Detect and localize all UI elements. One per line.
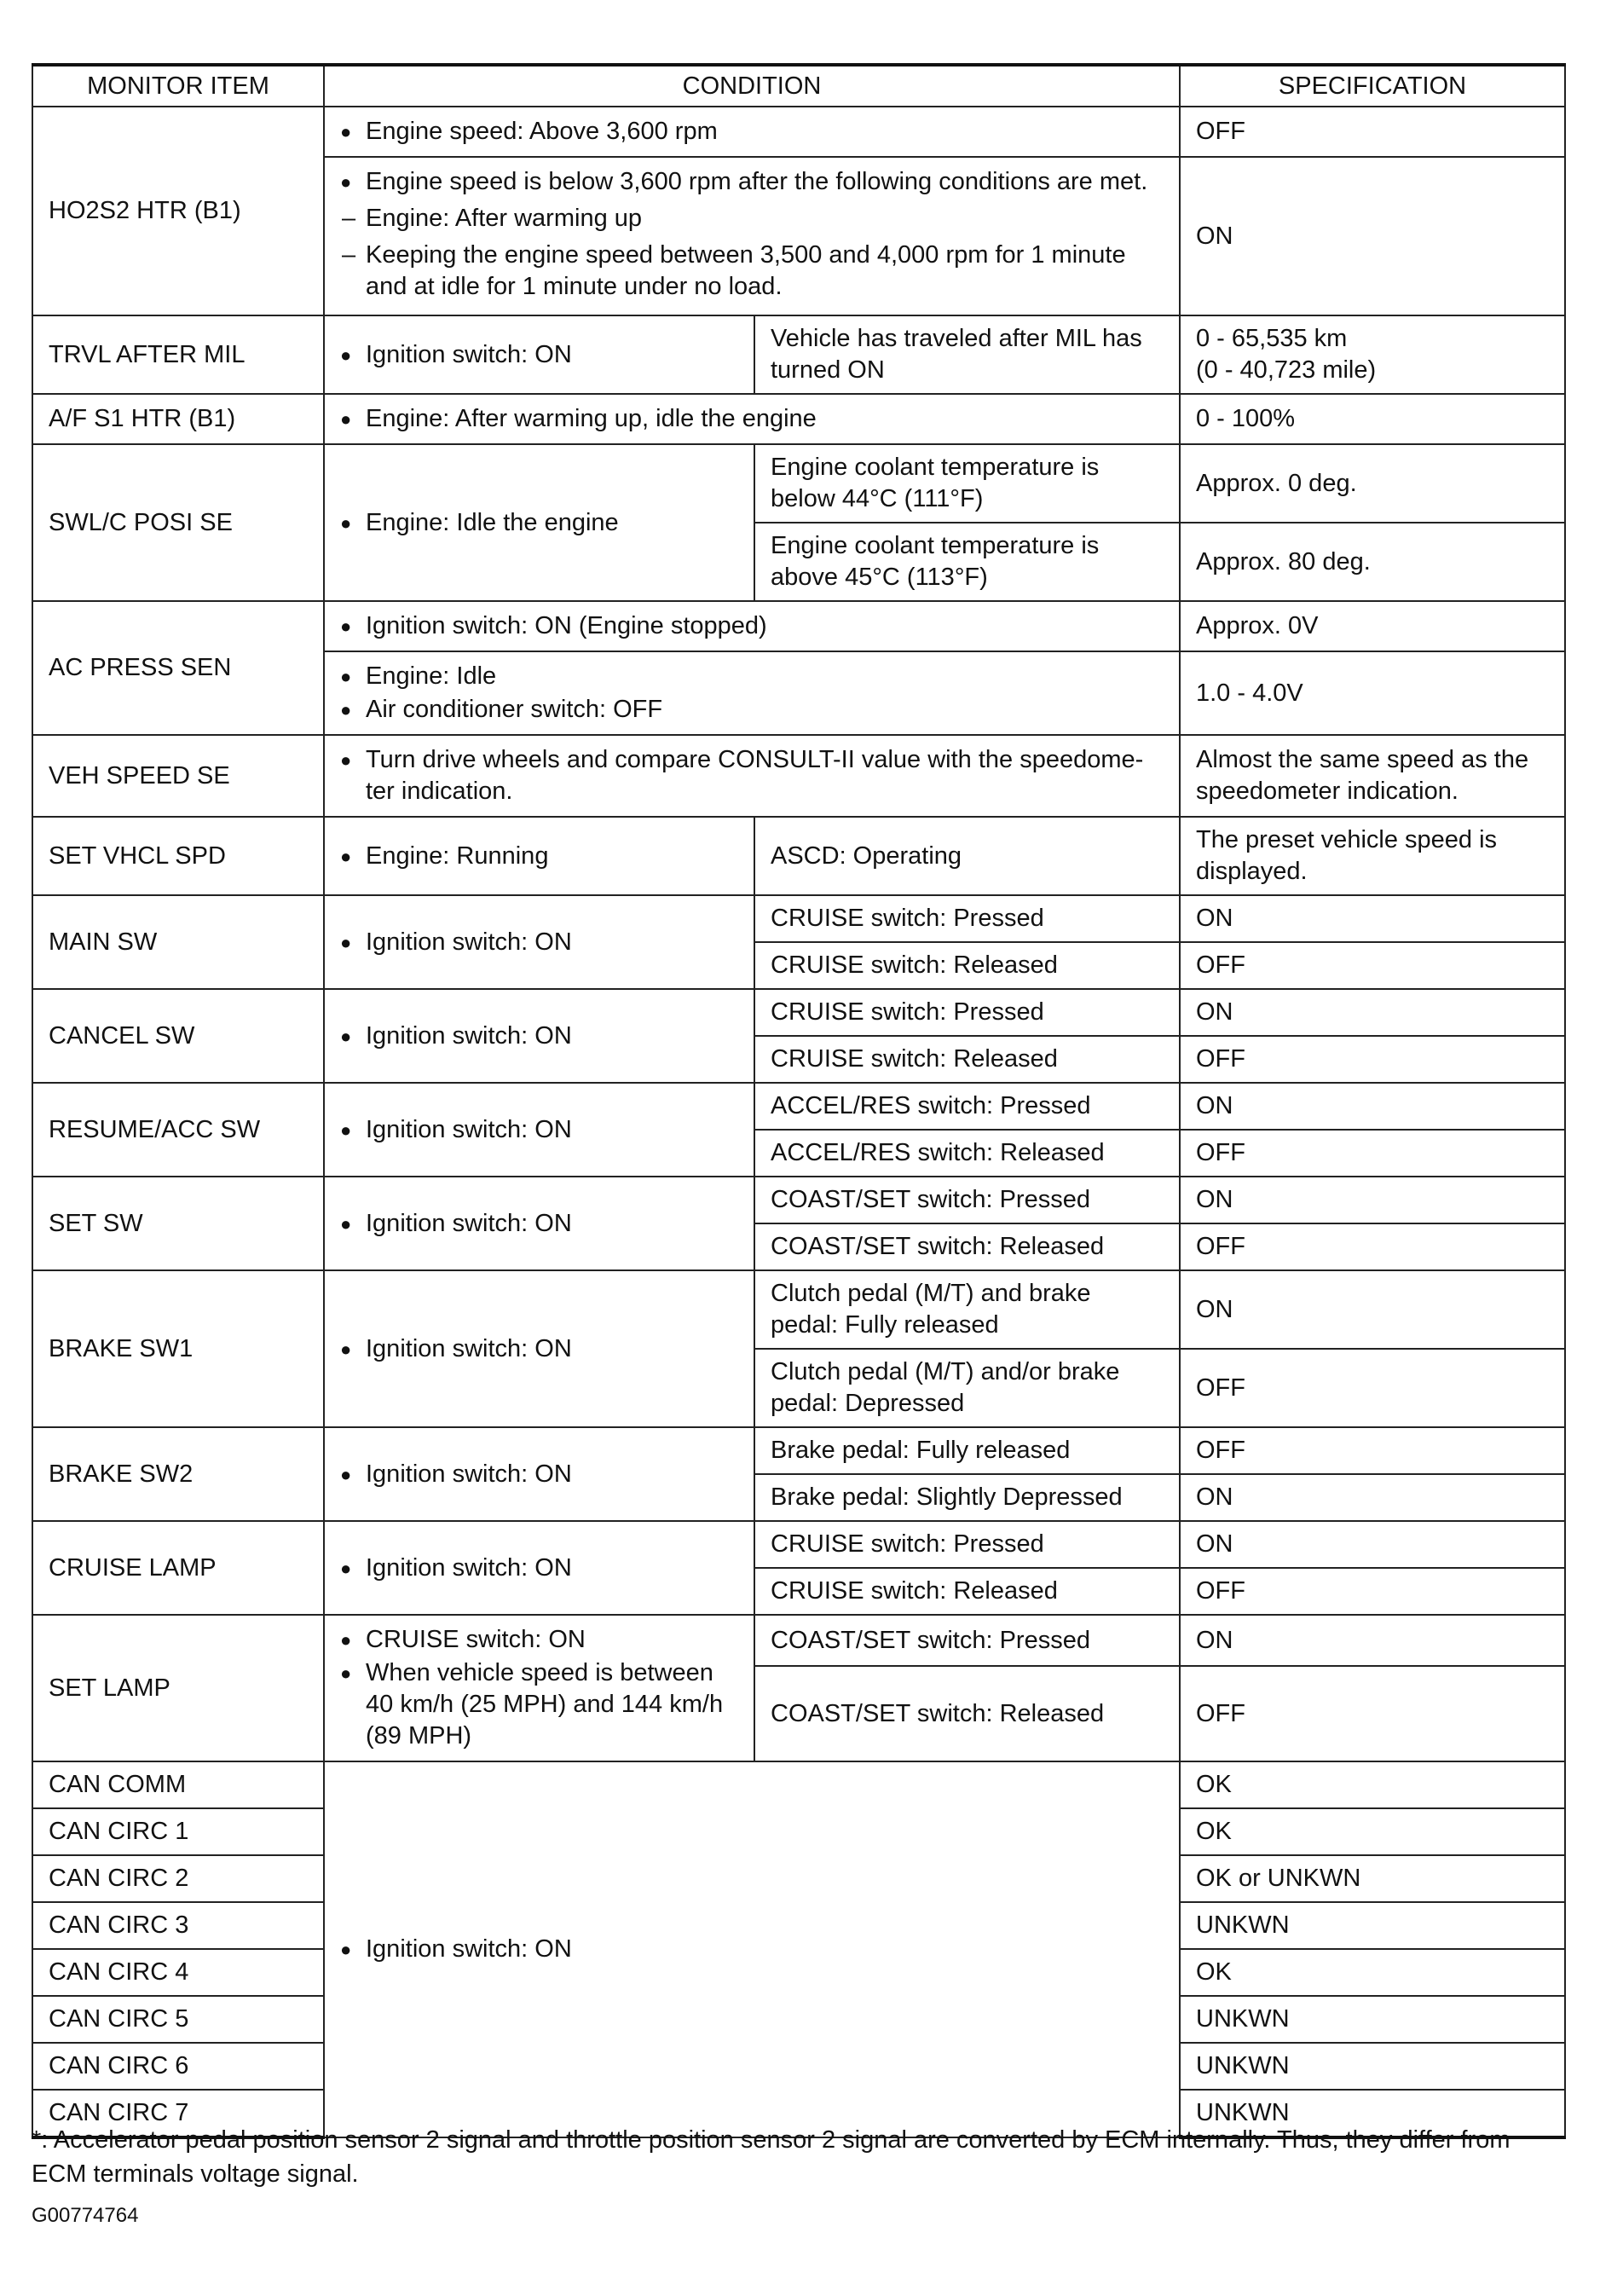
sub-condition: CRUISE switch: Pressed bbox=[754, 1521, 1180, 1568]
condition-bullet: ● Ignition switch: ON bbox=[340, 1114, 738, 1146]
sub-condition: ACCEL/RES switch: Released bbox=[754, 1130, 1180, 1177]
condition-bullet: ● Engine speed: Above 3,600 rpm bbox=[340, 116, 1164, 147]
sub-condition: CRUISE switch: Released bbox=[754, 1568, 1180, 1615]
spec-value: ON bbox=[1180, 1615, 1565, 1666]
monitor-item: A/F S1 HTR (B1) bbox=[32, 394, 324, 444]
monitor-item: SET VHCL SPD bbox=[32, 817, 324, 895]
table-row bbox=[32, 1761, 1565, 1808]
condition-bullet: ● Engine: Idle bbox=[340, 661, 1164, 692]
condition-bullet: ● CRUISE switch: ON bbox=[340, 1624, 738, 1656]
spec-value: OFF bbox=[1180, 1036, 1565, 1083]
monitor-item: CRUISE LAMP bbox=[32, 1521, 324, 1615]
sub-condition: CRUISE switch: Released bbox=[754, 1036, 1180, 1083]
table-row bbox=[32, 394, 1565, 444]
sub-condition: Vehicle has traveled after MIL has turned ON bbox=[754, 315, 1180, 394]
monitor-item: HO2S2 HTR (B1) bbox=[32, 107, 324, 315]
monitor-spec-table-container bbox=[32, 63, 1564, 2139]
monitor-item: CAN CIRC 2 bbox=[32, 1855, 324, 1902]
sub-condition: Clutch pedal (M/T) and brake pedal: Fully released bbox=[754, 1270, 1180, 1349]
spec-value: OFF bbox=[1180, 1223, 1565, 1270]
sub-condition: Brake pedal: Fully released bbox=[754, 1427, 1180, 1474]
spec-value: OFF bbox=[1180, 942, 1565, 989]
monitor-item: CAN COMM bbox=[32, 1761, 324, 1808]
figure-id: G00774764 bbox=[32, 2204, 139, 2227]
spec-value: OFF bbox=[1180, 1666, 1565, 1761]
monitor-item: VEH SPEED SE bbox=[32, 735, 324, 817]
table-row bbox=[32, 1521, 1565, 1568]
monitor-item: SWL/C POSI SE bbox=[32, 444, 324, 601]
condition-bullet: ● Ignition switch: ON bbox=[340, 1333, 738, 1365]
spec-value: OK bbox=[1180, 1949, 1565, 1996]
monitor-item: TRVL AFTER MIL bbox=[32, 315, 324, 394]
sub-condition: ACCEL/RES switch: Pressed bbox=[754, 1083, 1180, 1130]
sub-condition: COAST/SET switch: Released bbox=[754, 1666, 1180, 1761]
table-row bbox=[32, 444, 1565, 523]
monitor-item: SET LAMP bbox=[32, 1615, 324, 1761]
spec-value: Approx. 0V bbox=[1180, 601, 1565, 651]
spec-value: OK bbox=[1180, 1808, 1565, 1855]
sub-condition: Engine coolant temperature is above 45°C (113°F) bbox=[754, 523, 1180, 601]
sub-condition: Clutch pedal (M/T) and/or brake pedal: Depressed bbox=[754, 1349, 1180, 1427]
spec-value: OFF bbox=[1180, 1427, 1565, 1474]
condition-bullet: ● Engine: Idle the engine bbox=[340, 507, 738, 539]
condition-dash: – Engine: After warming up bbox=[340, 203, 1164, 234]
spec-value: ON bbox=[1180, 1177, 1565, 1223]
monitor-item: CANCEL SW bbox=[32, 989, 324, 1083]
table-header-row bbox=[32, 65, 1565, 107]
table-row bbox=[32, 817, 1565, 895]
spec-value: OFF bbox=[1180, 1349, 1565, 1427]
table-row bbox=[32, 107, 1565, 157]
sub-condition: Brake pedal: Slightly Depressed bbox=[754, 1474, 1180, 1521]
spec-value: ON bbox=[1180, 1521, 1565, 1568]
condition-dash: – Keeping the engine speed between 3,500 and 4,000 rpm for 1 minute and at idle for 1 minute under no load. bbox=[340, 240, 1164, 303]
spec-value: OK or UNKWN bbox=[1180, 1855, 1565, 1902]
sub-condition: Engine coolant temperature is below 44°C (111°F) bbox=[754, 444, 1180, 523]
spec-line: (0 - 40,723 mile) bbox=[1196, 356, 1377, 384]
spec-value: OFF bbox=[1180, 1130, 1565, 1177]
table-row bbox=[32, 1083, 1565, 1130]
monitor-item: CAN CIRC 3 bbox=[32, 1902, 324, 1949]
spec-value: 0 - 100% bbox=[1180, 394, 1565, 444]
sub-condition: ASCD: Operating bbox=[754, 817, 1180, 895]
monitor-item: BRAKE SW1 bbox=[32, 1270, 324, 1427]
condition-bullet: ● Ignition switch: ON bbox=[340, 1208, 738, 1240]
spec-value: OK bbox=[1180, 1761, 1565, 1808]
monitor-item: BRAKE SW2 bbox=[32, 1427, 324, 1521]
monitor-item: AC PRESS SEN bbox=[32, 601, 324, 735]
condition-bullet: ● When vehicle speed is between 40 km/h (25 MPH) and 144 km/h (89 MPH) bbox=[340, 1657, 738, 1752]
header-condition: CONDITION bbox=[324, 65, 1180, 107]
spec-value: UNKWN bbox=[1180, 2090, 1565, 2137]
spec-value: ON bbox=[1180, 1270, 1565, 1349]
spec-value: ON bbox=[1180, 1474, 1565, 1521]
spec-line: 0 - 65,535 km bbox=[1196, 325, 1348, 352]
spec-value: ON bbox=[1180, 1083, 1565, 1130]
sub-condition: CRUISE switch: Released bbox=[754, 942, 1180, 989]
spec-value: ON bbox=[1180, 895, 1565, 942]
monitor-item: CAN CIRC 6 bbox=[32, 2043, 324, 2090]
table-row bbox=[32, 315, 1565, 394]
spec-value: OFF bbox=[1180, 107, 1565, 157]
spec-value: 1.0 - 4.0V bbox=[1180, 651, 1565, 735]
table-row bbox=[32, 989, 1565, 1036]
monitor-item: SET SW bbox=[32, 1177, 324, 1270]
sub-condition: COAST/SET switch: Pressed bbox=[754, 1177, 1180, 1223]
spec-value: The preset vehicle speed is displayed. bbox=[1180, 817, 1565, 895]
spec-value: UNKWN bbox=[1180, 1996, 1565, 2043]
table-row bbox=[32, 601, 1565, 651]
spec-value bbox=[1180, 315, 1565, 394]
condition-bullet: ● Air conditioner switch: OFF bbox=[340, 694, 1164, 726]
footnote: *: Accelerator pedal position sensor 2 signal and throttle position sensor 2 signal are converted by ECM internally. Thus, they differ from ECM terminals voltage signal. bbox=[32, 2126, 1510, 2188]
spec-value: Approx. 0 deg. bbox=[1180, 444, 1565, 523]
monitor-item: CAN CIRC 1 bbox=[32, 1808, 324, 1855]
condition-bullet: ● Engine: Running bbox=[340, 841, 738, 872]
monitor-spec-table bbox=[32, 63, 1566, 2139]
table-row bbox=[32, 1615, 1565, 1666]
condition-bullet: ● Ignition switch: ON bbox=[340, 1553, 738, 1584]
table-row bbox=[32, 1427, 1565, 1474]
condition-bullet: ● Ignition switch: ON (Engine stopped) bbox=[340, 610, 1164, 642]
spec-value: Approx. 80 deg. bbox=[1180, 523, 1565, 601]
condition-bullet: ● Engine: After warming up, idle the engine bbox=[340, 403, 1164, 435]
condition-bullet: ● Ignition switch: ON bbox=[340, 1021, 738, 1052]
header-monitor-item: MONITOR ITEM bbox=[32, 65, 324, 107]
monitor-item: CAN CIRC 4 bbox=[32, 1949, 324, 1996]
monitor-item: CAN CIRC 5 bbox=[32, 1996, 324, 2043]
header-specification: SPECIFICATION bbox=[1180, 65, 1565, 107]
table-row bbox=[32, 1270, 1565, 1349]
spec-value: OFF bbox=[1180, 1568, 1565, 1615]
spec-value: UNKWN bbox=[1180, 2043, 1565, 2090]
table-row bbox=[32, 1177, 1565, 1223]
condition-bullet: ● Ignition switch: ON bbox=[340, 927, 738, 958]
table-row bbox=[32, 735, 1565, 817]
spec-value: UNKWN bbox=[1180, 1902, 1565, 1949]
monitor-item: CAN CIRC 7 bbox=[32, 2090, 324, 2137]
condition-bullet: ● Turn drive wheels and compare CONSULT-II value with the speedome-ter indication. bbox=[340, 744, 1164, 807]
condition-bullet: ● Ignition switch: ON bbox=[340, 1459, 738, 1490]
spec-value: Almost the same speed as the speedometer indication. bbox=[1180, 735, 1565, 817]
condition-bullet: ● Engine speed is below 3,600 rpm after the following conditions are met. bbox=[340, 166, 1164, 198]
sub-condition: CRUISE switch: Pressed bbox=[754, 895, 1180, 942]
sub-condition: CRUISE switch: Pressed bbox=[754, 989, 1180, 1036]
table-row bbox=[32, 895, 1565, 942]
condition-bullet: ● Ignition switch: ON bbox=[340, 1934, 1164, 1965]
sub-condition: COAST/SET switch: Pressed bbox=[754, 1615, 1180, 1666]
condition-bullet: ● Ignition switch: ON bbox=[340, 339, 738, 371]
sub-condition: COAST/SET switch: Released bbox=[754, 1223, 1180, 1270]
spec-value: ON bbox=[1180, 989, 1565, 1036]
spec-value: ON bbox=[1180, 157, 1565, 315]
monitor-item: MAIN SW bbox=[32, 895, 324, 989]
monitor-item: RESUME/ACC SW bbox=[32, 1083, 324, 1177]
